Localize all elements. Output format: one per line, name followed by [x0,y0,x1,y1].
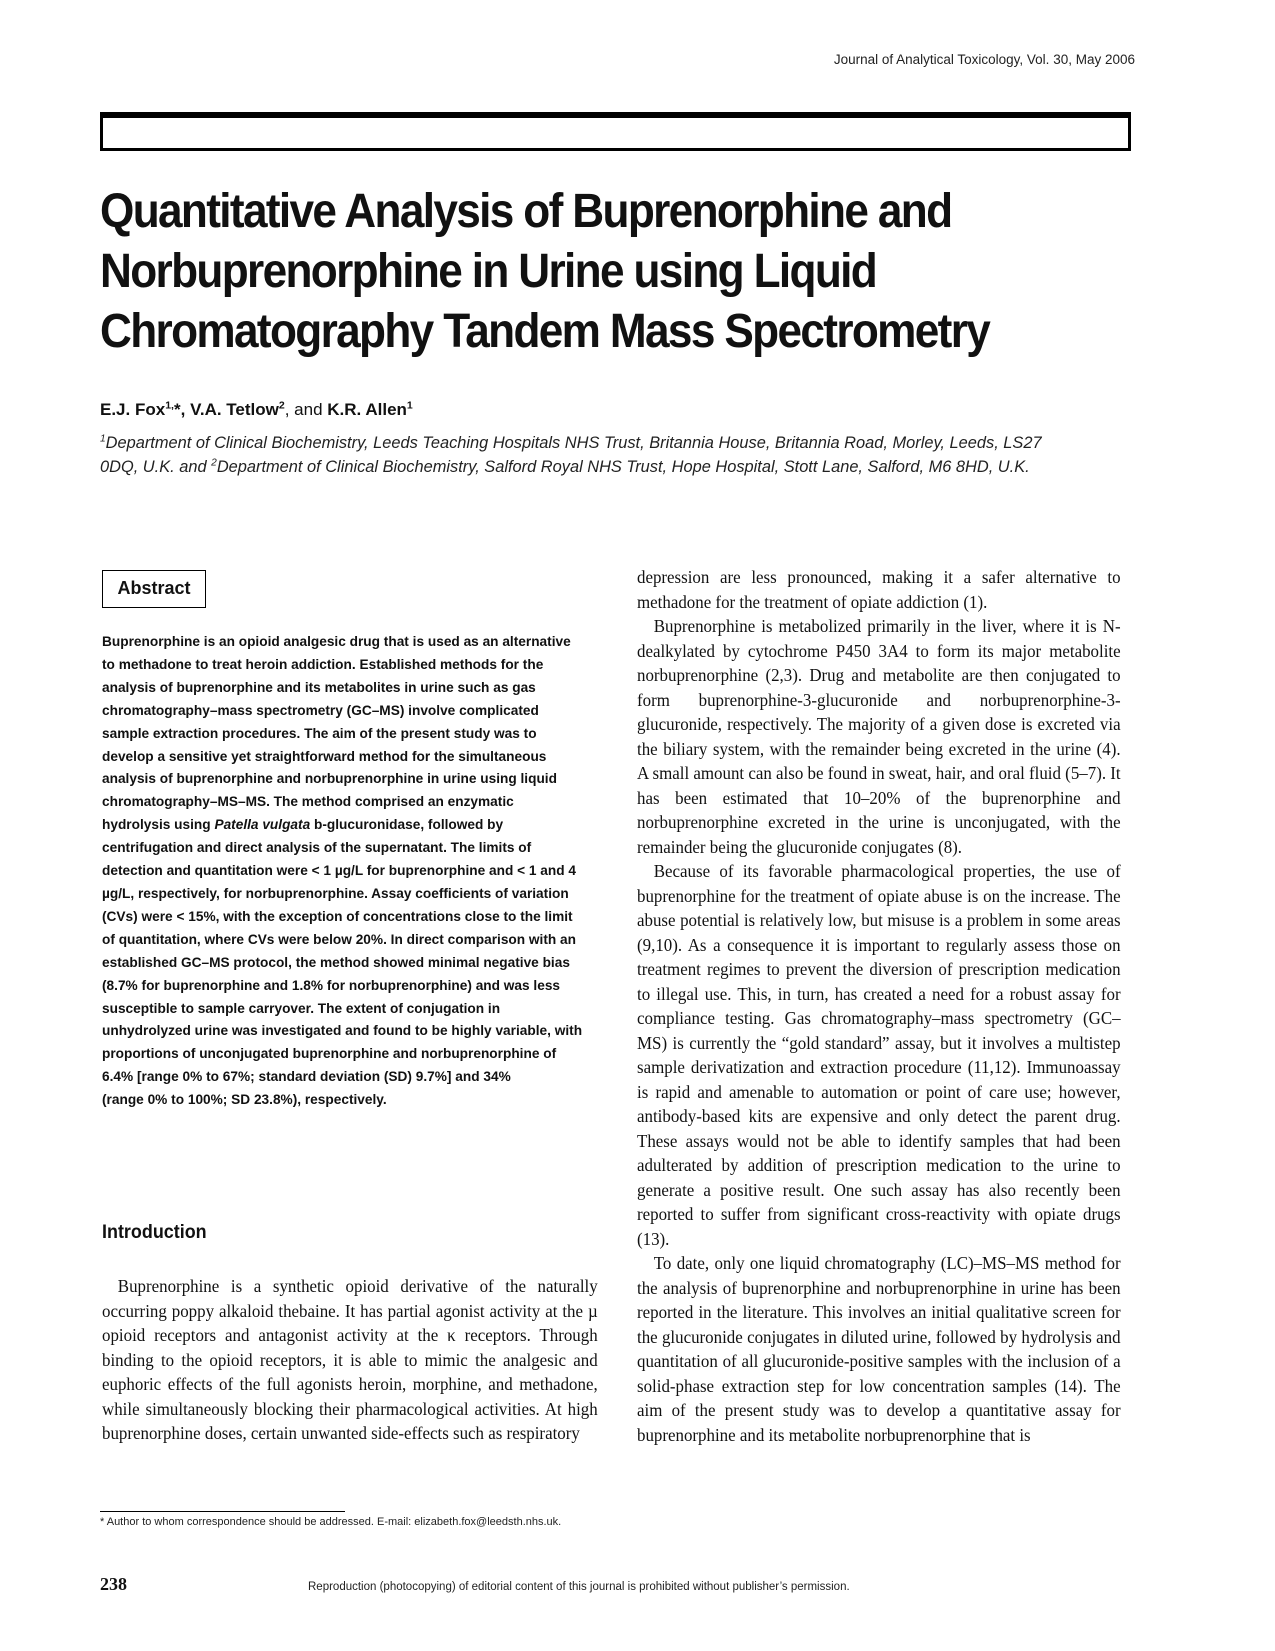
article-title [100,182,1048,362]
intro-paragraph: Buprenorphine is a synthetic opioid derivative of the naturally occurring poppy alkaloid thebaine. It has partial agonist activity at the µ opioid receptors and antagonist activity at the κ receptors. Through binding to the opioid receptors, it is able to mimic the analgesic and euphoric effects of the full agonists heroin, morphine, and methadone, while simultaneously blocking their pharmacological activities. At high buprenorphine doses, certain unwanted side-effects such as respiratory [102,1276,598,1443]
header-box [100,112,1131,151]
journal-header: Journal of Analytical Toxicology, Vol. 30, May 2006 [833,52,1135,67]
title-line-3: Chromatography Tandem Mass Spectrometry [100,305,990,358]
right-column-body [637,565,1121,1447]
body-paragraph: Because of its favorable pharmacological properties, the use of buprenorphine for the treatment of opiate abuse is on the increase. The abuse potential is relatively low, but misuse is a problem in some areas (9,10). As a consequence it is important to regularly assess those on treatment regimes to prevent the diversion of prescription medication to illegal use. This, in turn, has created a need for a robust assay for compliance testing. Gas chromatography–mass spectrometry (GC–MS) is currently the “gold standard” assay, but it involves a multistep sample derivatization and extraction procedure (11,12). Immunoassay is rapid and amenable to automation or point of care use; however, antibody-based kits are expensive and only detect the parent drug. These assays would not be able to identify samples that had been adulterated by addition of prescription medication to the urine to generate a positive result. One such assay has also recently been reported to suffer from significant cross-reactivity with opiate drugs (13). [637,861,1121,1249]
affil-sup: 2 [211,457,217,469]
author-affil-sup: 1 [406,399,413,412]
page-number: 238 [100,1574,127,1594]
author-name: V.A. Tetlow [190,400,279,419]
title-line-2: Norbuprenorphine in Urine using Liquid [100,245,877,298]
reproduction-notice: Reproduction (photocopying) of editorial content of this journal is prohibited without publisher’s permission. [308,1581,850,1593]
author-list [100,400,413,420]
author-name: K.R. Allen [327,400,407,419]
affiliation-2: Department of Clinical Biochemistry, Salford Royal NHS Trust, Hope Hospital, Stott Lane, Salford, M6 8HD, U.K. [216,458,1030,476]
footnote: * Author to whom correspondence should be addressed. E-mail: elizabeth.fox@leedsth.nhs.uk. [100,1516,562,1528]
abstract-heading: Abstract [102,570,206,608]
body-paragraph: To date, only one liquid chromatography (LC)–MS–MS method for the analysis of buprenorphine and norbuprenorphine in urine has been reported in the literature. This involves an initial qualitative screen for the glucuronide conjugates in diluted urine, followed by hydrolysis and quantitation of all glucuronide-positive samples with the inclusion of a solid-phase extraction step for low concentration samples (14). The aim of the present study was to develop a quantitative assay for buprenorphine and its metabolite norbuprenorphine that is [637,1253,1121,1445]
abstract-part-2: b-glucuronidase, followed by centrifugation and direct analysis of the supernatant. The limits of detection and quantitation were < 1 µg/L for buprenorphine and < 1 and 4 µg/L, respectively, for norbuprenorphine. Assay coefficients of variation (CVs) were < 15%, with the exception of concentrations close to the limit of quantitation, where CVs were below 20%. In direct comparison with an established GC–MS protocol, the method showed minimal negative bias (8.7% for buprenorphine and 1.8% for norbuprenorphine) and was less susceptible to sample carryover. The extent of conjugation in unhydrolyzed urine was investigated and found to be highly variable, with proportions of unconjugated buprenorphine and norbuprenorphine of 6.4% [range 0% to 67%; standard deviation (SD) 9.7%] and 34% [102,816,583,1085]
body-paragraph: Buprenorphine is metabolized primarily in the liver, where it is N-dealkylated by cytochrome P450 3A4 to form its major metabolite norbuprenorphine (2,3). Drug and metabolite are then conjugated to form buprenorphine-3-glucuronide and norbuprenorphine-3-glucuronide, respectively. The majority of a given dose is excreted via the biliary system, with the remainder being excreted in the urine (4). A small amount can also be found in sweat, hair, and oral fluid (5–7). It has been estimated that 10–20% of the buprenorphine and norbuprenorphine excreted in the urine is unconjugated, with the remainder being the glucuronide conjugates (8). [637,616,1121,857]
corresponding-mark: *, [173,400,186,419]
abstract-part-3: (range 0% to 100%; SD 23.8%), respectively. [102,1091,387,1108]
footnote-rule [100,1511,345,1512]
introduction-heading: Introduction [102,1221,207,1243]
author-affil-sup: 2 [278,399,285,412]
affil-sup: 1 [100,433,106,445]
affiliation-1: Department of Clinical Biochemistry, Leeds Teaching Hospitals NHS Trust, Britannia House, Britannia Road, Morley, Leeds, LS27 0DQ, U.K. and [100,434,1042,476]
author-name: E.J. Fox [100,400,166,419]
author-affil-sup: 1, [165,399,174,412]
author-separator: , and [284,400,328,419]
affiliations [100,431,1080,479]
left-column-body [102,1274,598,1446]
species-name: Patella vulgata [214,816,311,833]
title-line-1: Quantitative Analysis of Buprenorphine and [100,185,952,238]
body-paragraph: depression are less pronounced, making it a safer alternative to methadone for the treatment of opiate addiction (1). [637,567,1121,612]
abstract-text [102,630,582,1111]
abstract-part-1: Buprenorphine is an opioid analgesic drug that is used as an alternative to methadone to treat heroin addiction. Established methods for the analysis of buprenorphine and its metabolites in urine such as gas chromatography–mass spectrometry (GC–MS) involve complicated sample extraction procedures. The aim of the present study was to develop a sensitive yet straightforward method for the simultaneous analysis of buprenorphine and norbuprenorphine in urine using liquid chromatography–MS–MS. The method comprised an enzymatic hydrolysis using [102,633,571,833]
